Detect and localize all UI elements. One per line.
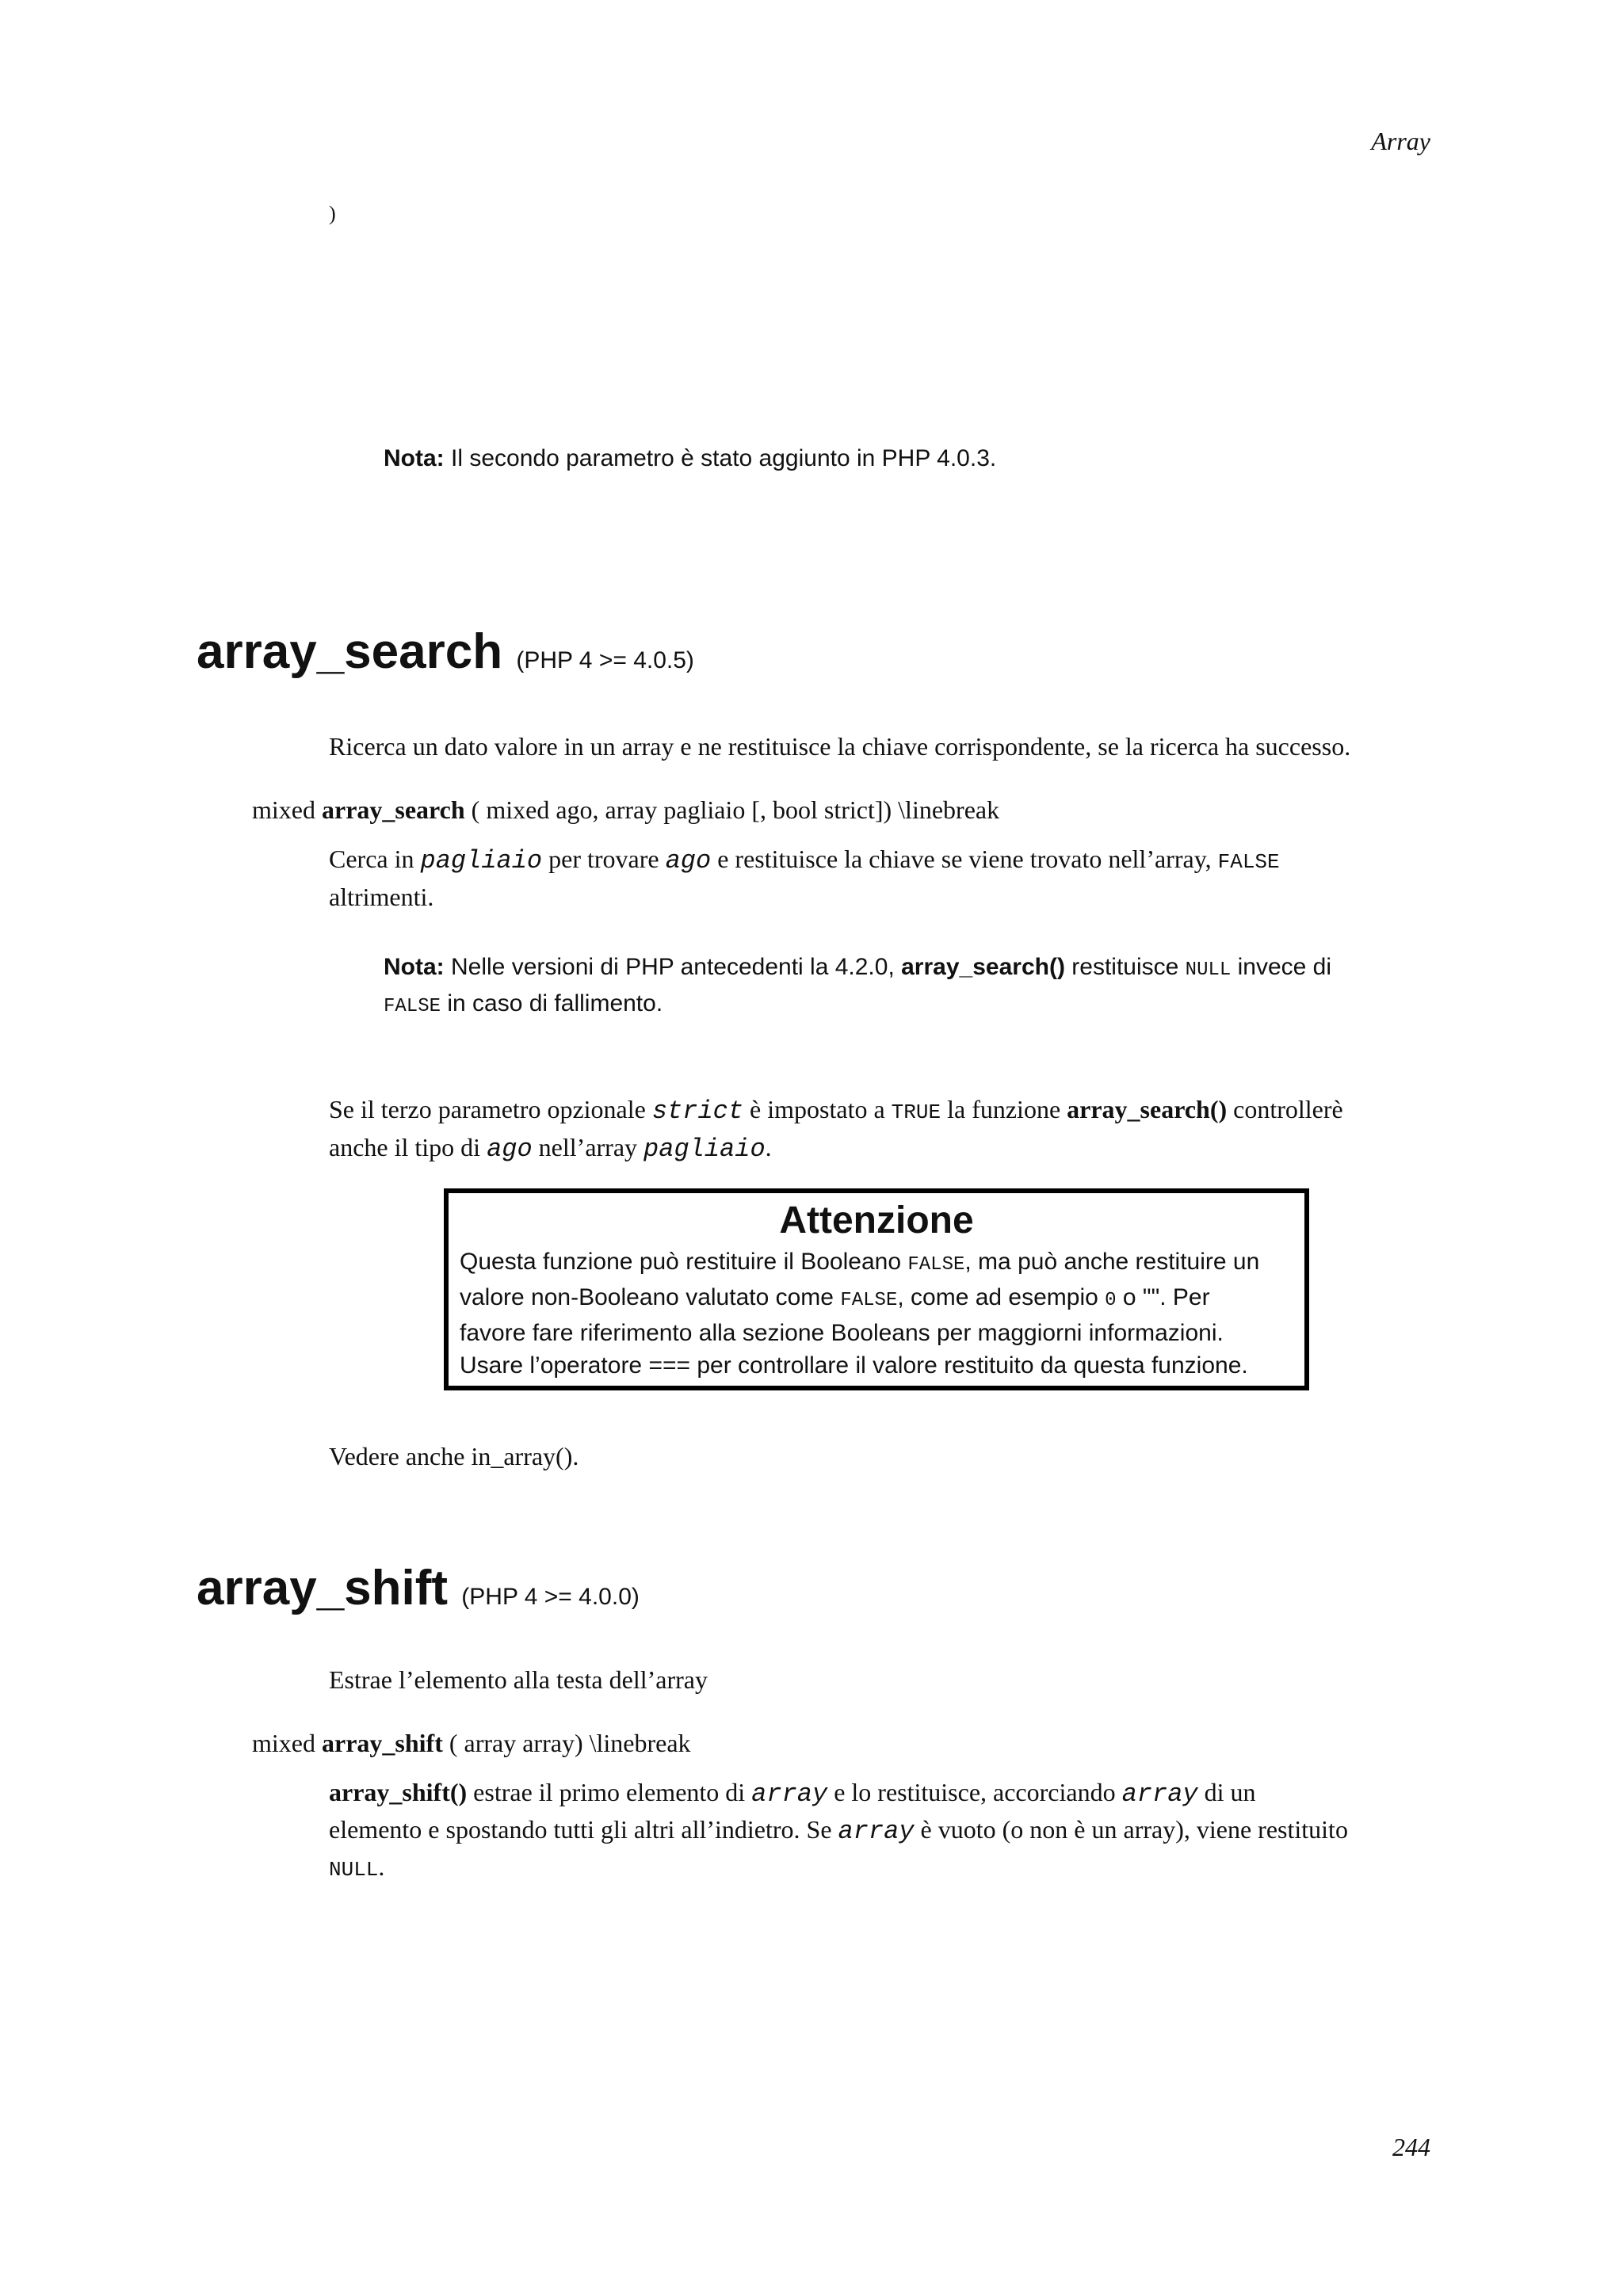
constant: NULL [329, 1858, 379, 1882]
text-span: e lo restituisce, accorciando [834, 1778, 1116, 1806]
parameter-name: pagliaio [643, 1135, 766, 1164]
description-paragraph-strict [329, 1092, 1454, 1167]
text-span: elemento e spostando tutti gli altri all’indietro. Se [329, 1815, 832, 1844]
text-span: valore non-Booleano valutato come [460, 1284, 834, 1310]
constant: FALSE [840, 1290, 898, 1311]
constant: FALSE [384, 996, 441, 1017]
note-top [384, 442, 996, 475]
text-span: . [378, 1852, 385, 1881]
warning-box [444, 1188, 1309, 1390]
parameter-name: ago [665, 846, 712, 875]
text-span: Questa funzione può restituire il Booleano [460, 1249, 902, 1275]
text-span: la funzione [947, 1095, 1061, 1123]
text-span: , come ad esempio [897, 1284, 1098, 1310]
function-heading-array-search [197, 624, 694, 688]
warning-line: Usare l’operatore === per controllare il valore restituito da questa funzione. [460, 1352, 1248, 1379]
constant: 0 [1105, 1290, 1117, 1311]
synopsis-params: ( array array) \linebreak [449, 1729, 691, 1757]
function-purpose: Estrae l’elemento alla testa dell’array [329, 1665, 708, 1694]
note-block [384, 951, 1414, 1024]
function-purpose: Ricerca un dato valore in un array e ne restituisce la chiave corrispondente, se la ricerca ha successo. [329, 732, 1351, 761]
text-span: in caso di fallimento. [447, 990, 663, 1016]
constant: TRUE [891, 1100, 941, 1124]
note-label: Nota: [384, 445, 445, 471]
function-version: (PHP 4 >= 4.0.5) [516, 647, 694, 673]
function-name: array_shift [197, 1561, 449, 1615]
text-span: è impostato a [750, 1095, 885, 1123]
function-heading-array-shift [197, 1561, 640, 1625]
see-also: Vedere anche in_array(). [329, 1442, 579, 1470]
text-span: Nelle versioni di PHP antecedenti la 4.2.0, [451, 954, 895, 980]
text-span: . [765, 1133, 772, 1161]
synopsis-params: ( mixed ago, array pagliaio [, bool strict]) \linebreak [471, 795, 1000, 824]
synopsis-function-name: array_shift [321, 1729, 443, 1757]
page-number: 244 [1392, 2133, 1430, 2161]
function-synopsis [252, 792, 999, 827]
description-paragraph [329, 841, 1438, 914]
parameter-name: pagliaio [420, 846, 543, 875]
function-reference: array_search() [901, 954, 1065, 980]
return-type: mixed [252, 795, 315, 824]
text-span: Se il terzo parametro opzionale [329, 1095, 646, 1123]
text-span: o "". Per [1122, 1284, 1210, 1310]
parameter-name: array [1121, 1779, 1198, 1809]
synopsis-function-name: array_search [321, 795, 465, 824]
warning-title: Attenzione [779, 1199, 974, 1241]
parameter-name: array [838, 1817, 915, 1846]
text-span: per trovare [548, 845, 659, 873]
note-text: Il secondo parametro è stato aggiunto in PHP 4.0.3. [451, 445, 997, 471]
text-span: altrimenti. [329, 883, 434, 911]
function-synopsis [252, 1726, 691, 1760]
text-span: controllerè [1233, 1095, 1343, 1123]
function-reference: array_search() [1067, 1095, 1228, 1123]
running-header: Array [1371, 127, 1430, 155]
parameter-name: strict [651, 1097, 744, 1126]
function-reference: array_shift() [329, 1778, 468, 1806]
text-span: , ma può anche restituire un [964, 1249, 1260, 1275]
text-span: è vuoto (o non è un array), viene restituito [920, 1815, 1348, 1844]
text-span: di un [1204, 1778, 1256, 1806]
text-span: e restituisce la chiave se viene trovato nell’array, [717, 845, 1212, 873]
function-version: (PHP 4 >= 4.0.0) [461, 1584, 640, 1610]
warning-line [460, 1245, 1293, 1281]
constant: NULL [1185, 959, 1232, 981]
return-type: mixed [252, 1729, 315, 1757]
parameter-name: array [751, 1779, 828, 1809]
text-span: restituisce [1071, 954, 1179, 980]
constant: FALSE [907, 1254, 965, 1276]
text-span: estrae il primo elemento di [473, 1778, 746, 1806]
warning-line: favore fare riferimento alla sezione Booleans per maggiorni informazioni. [460, 1320, 1224, 1346]
note-label: Nota: [384, 954, 445, 980]
text-span: anche il tipo di [329, 1133, 481, 1161]
text-span: nell’array [538, 1133, 638, 1161]
function-name: array_search [197, 624, 503, 679]
parameter-name: ago [487, 1135, 533, 1164]
warning-line [460, 1281, 1293, 1317]
constant: FALSE [1217, 850, 1280, 874]
text-span: Cerca in [329, 845, 414, 873]
description-paragraph [329, 1775, 1454, 1887]
code-fragment: ) [329, 202, 336, 225]
text-span: invece di [1237, 954, 1332, 980]
